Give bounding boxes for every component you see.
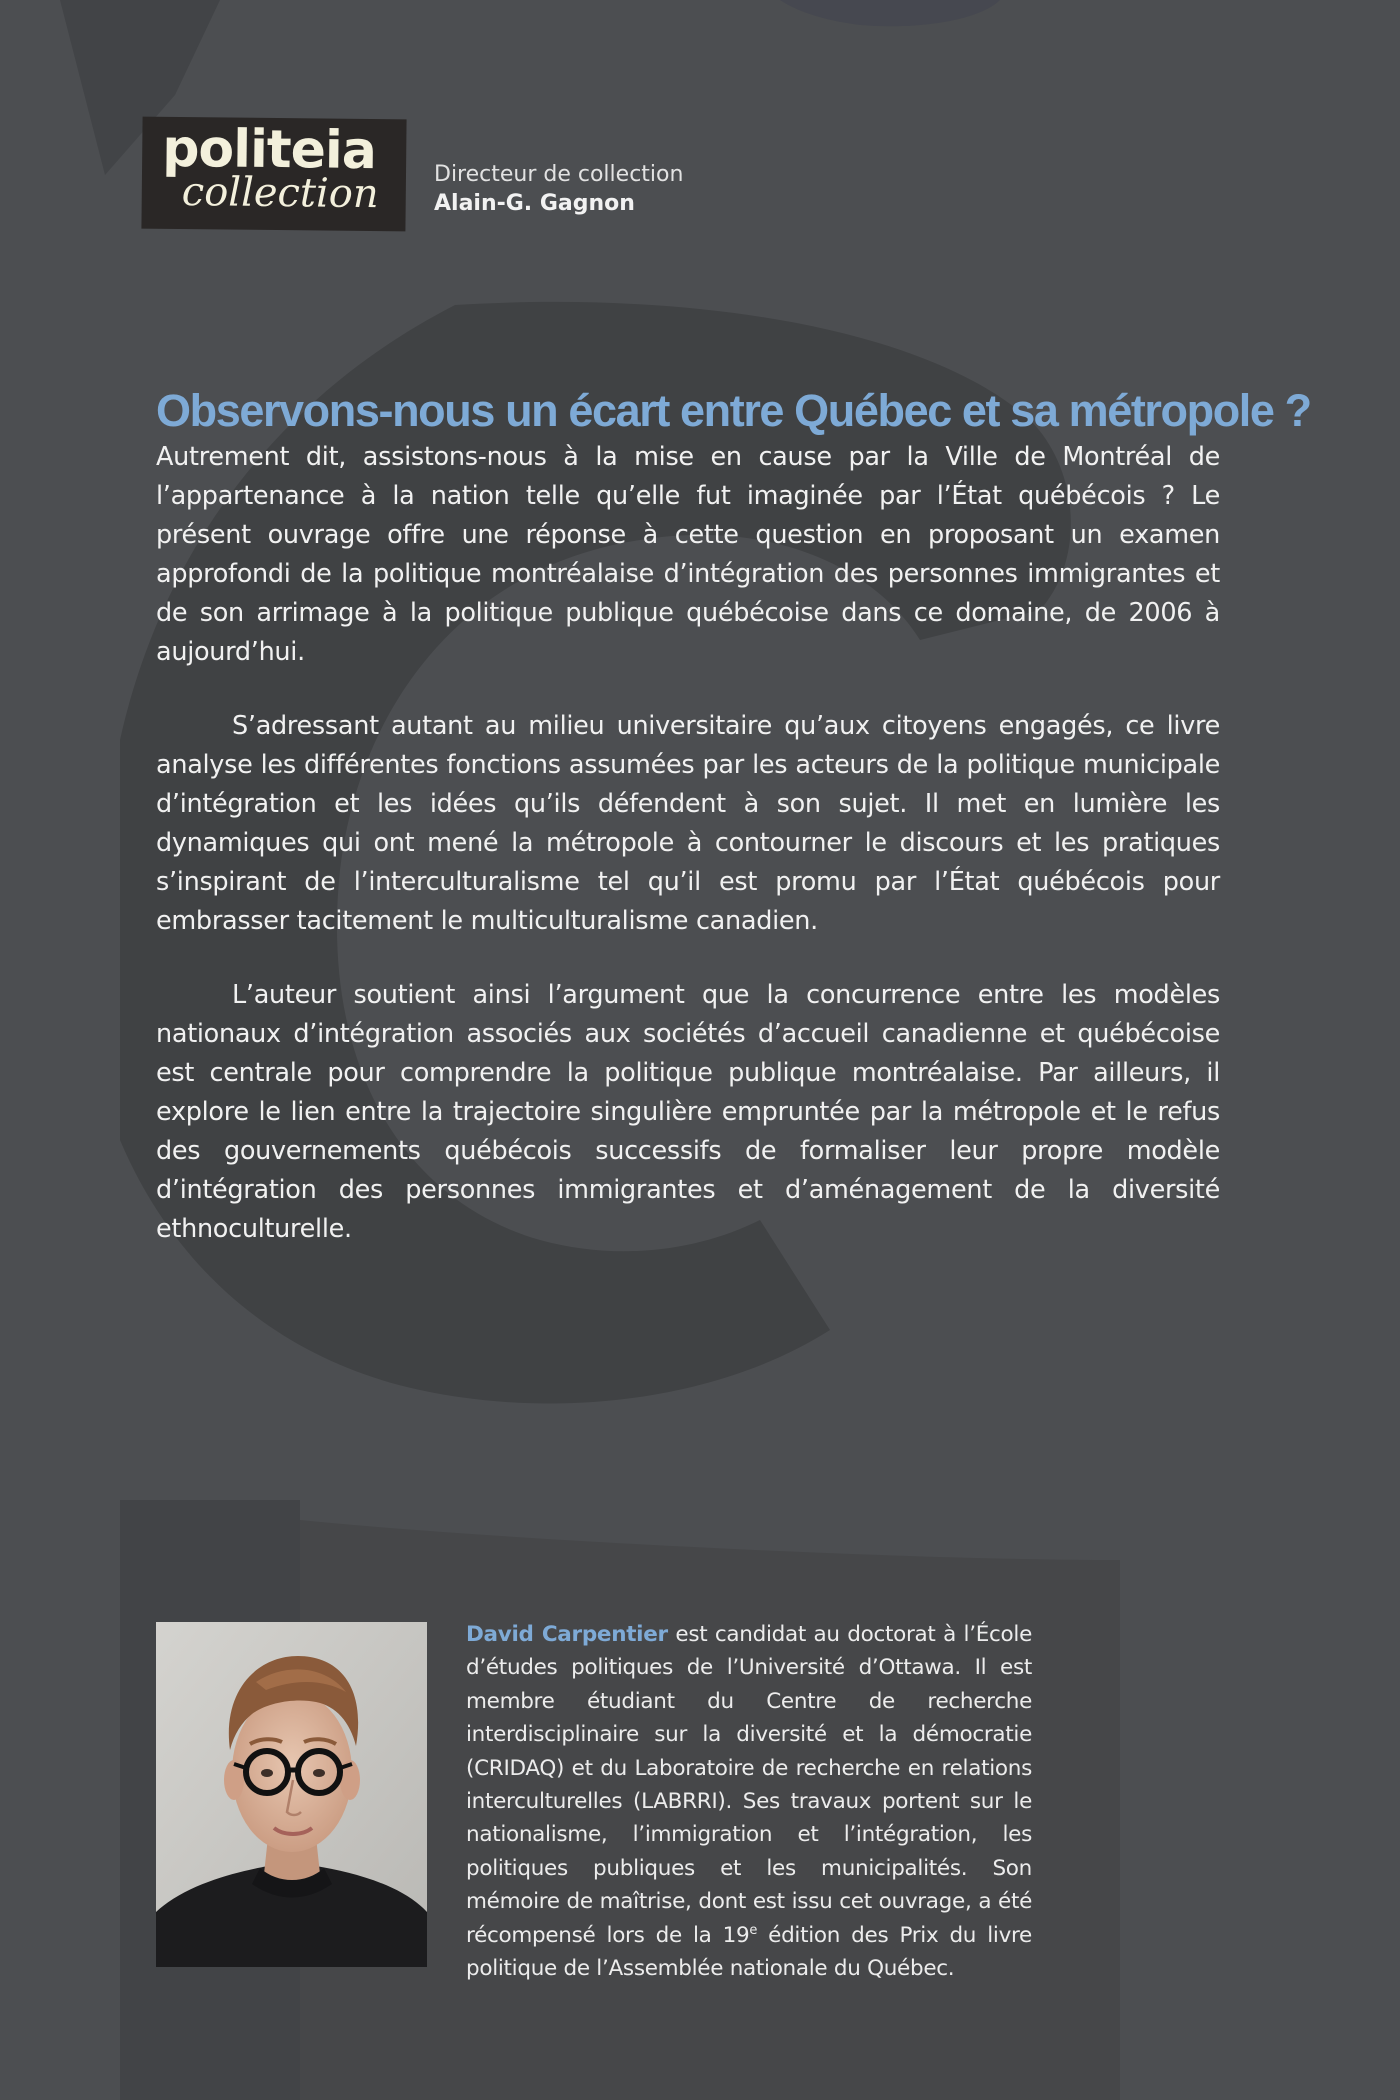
author-bio-text: est candidat au doctorat à l’École d’études politiques de l’Université d’Ottawa. Il est membre étudiant du Centre de recherche interdisciplinaire sur la diversité et la démocratie (CRIDAQ) et du Laboratoire de recherche en relations interculturelles (LABRRI). Ses travaux portent sur le nationalisme, l’immigration et l’intégration, les politiques publiques et les municipalités. Son mémoire de maîtrise, dont est issu cet ouvrage, a été récompensé lors de la 19 bbox=[466, 1622, 1032, 1948]
logo-subtitle: collection bbox=[181, 169, 379, 218]
collection-logo bbox=[141, 117, 406, 232]
author-photo bbox=[156, 1622, 427, 1967]
paragraph-3: L’auteur soutient ainsi l’argument que la concurrence entre les modèles nationaux d’intégration associés aux sociétés d’accueil canadienne et québécoise est centrale pour comprendre la politique publique montréalaise. Par ailleurs, il explore le lien entre la trajectoire singulière empruntée par la métropole et le refus des gouvernements québécois successifs de formaliser leur propre modèle d’intégration des personnes immigrantes et d’aménagement de la diversité ethnoculturelle. bbox=[156, 980, 1220, 1244]
director-label: Directeur de collection bbox=[434, 162, 684, 187]
headline: Observons-nous un écart entre Québec et sa métropole ? bbox=[156, 385, 1311, 436]
collection-director bbox=[434, 160, 683, 218]
logo-title: politeia bbox=[161, 118, 377, 182]
author-bio bbox=[466, 1618, 1032, 1985]
author-bio-superscript: e bbox=[749, 1922, 758, 1938]
portrait-icon bbox=[156, 1622, 427, 1967]
paragraph-1: Autrement dit, assistons-nous à la mise en cause par la Ville de Montréal de l’appartenance à la nation telle qu’elle fut imaginée par l’État québécois ? Le présent ouvrage offre une réponse à cette question en proposant un examen approfondi de la politique montréalaise d’intégration des personnes immigrantes et de son arrimage à la politique publique québécoise dans ce domaine, de 2006 à aujourd’hui. bbox=[156, 442, 1220, 667]
director-name: Alain-G. Gagnon bbox=[434, 191, 635, 216]
author-name: David Carpentier bbox=[466, 1622, 668, 1647]
author-bio-text-end: édition des Prix du livre politique de l’Assemblée nationale du Québec. bbox=[466, 1922, 1032, 1982]
paragraph-2: S’adressant autant au milieu universitaire qu’aux citoyens engagés, ce livre analyse les différentes fonctions assumées par les acteurs de la politique municipale d’intégration et les idées qu’ils défendent à son sujet. Il met en lumière les dynamiques qui ont mené la métropole à contourner le discours et les pratiques s’inspirant de l’interculturalisme tel qu’il est promu par l’État québécois pour embrasser tacitement le multiculturalisme canadien. bbox=[156, 711, 1220, 936]
back-cover-text bbox=[156, 384, 1311, 1249]
